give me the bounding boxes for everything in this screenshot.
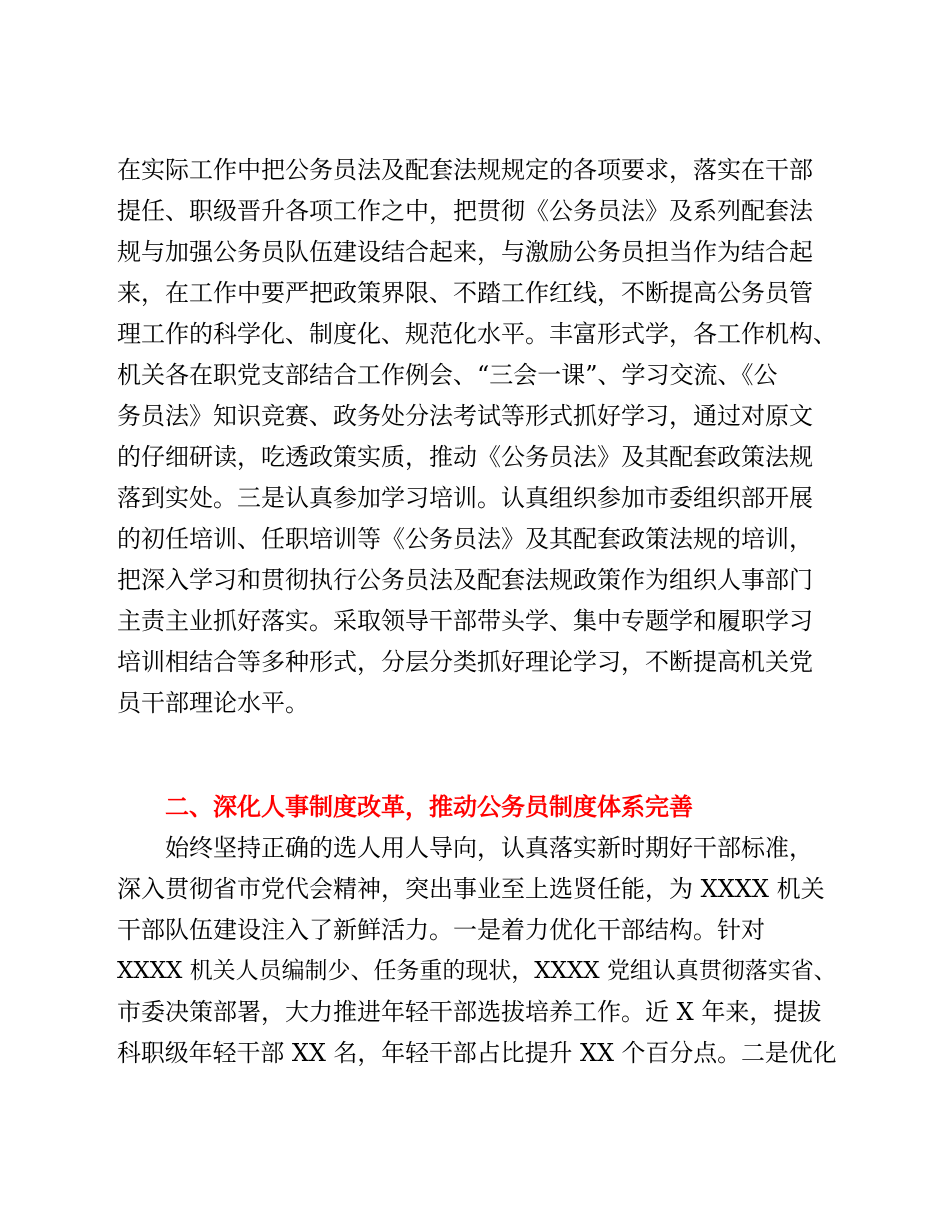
text-line: 始终坚持正确的选人用人导向，认真落实新时期好干部标准， (165, 834, 813, 862)
text-line: 深入贯彻省市党代会精神，突出事业至上选贤任能，为 XXXX 机关 (117, 875, 825, 903)
text-line: 来，在工作中要严把政策界限、不踏工作红线，不断提高公务员管 (117, 279, 813, 307)
text-line: 落到实处。三是认真参加学习培训。认真组织参加市委组织部开展 (117, 484, 813, 512)
section-heading: 二、深化人事制度改革，推动公务员制度体系完善 (165, 793, 693, 821)
text-line: 务员法》知识竞赛、政务处分法考试等形式抓好学习，通过对原文 (117, 402, 813, 430)
text-line: 的初任培训、任职培训等《公务员法》及其配套政策法规的培训， (117, 525, 813, 553)
text-line: 理工作的科学化、制度化、规范化水平。丰富形式学，各工作机构、 (117, 320, 837, 348)
text-line: 规与加强公务员队伍建设结合起来，与激励公务员担当作为结合起 (117, 238, 813, 266)
text-line: 员干部理论水平。 (117, 689, 309, 717)
text-line: 主责主业抓好落实。采取领导干部带头学、集中专题学和履职学习 (117, 607, 813, 635)
text-line: XXXX 机关人员编制少、任务重的现状，XXXX 党组认真贯彻落实省、 (117, 958, 837, 984)
text-line: 干部队伍建设注入了新鲜活力。一是着力优化干部结构。针对 (117, 916, 765, 944)
text-line: 提任、职级晋升各项工作之中，把贯彻《公务员法》及系列配套法 (117, 197, 813, 225)
text-line: 的仔细研读，吃透政策实质，推动《公务员法》及其配套政策法规 (117, 443, 813, 471)
text-line: 市委决策部署，大力推进年轻干部选拔培养工作。近 X 年来，提拔 (117, 998, 822, 1026)
text-line: 科职级年轻干部 XX 名，年轻干部占比提升 XX 个百分点。二是优化 (117, 1039, 837, 1067)
paragraph-section-2 (117, 828, 837, 1074)
text-line: 培训相结合等多种形式，分层分类抓好理论学习，不断提高机关党 (117, 648, 813, 676)
paragraph-continued (117, 150, 837, 724)
text-line: 机关各在职党支部结合工作例会、“三会一课”、学习交流、《公 (117, 361, 778, 389)
text-line: 在实际工作中把公务员法及配套法规规定的各项要求，落实在干部 (117, 156, 813, 184)
text-line: 把深入学习和贯彻执行公务员法及配套法规政策作为组织人事部门 (117, 566, 813, 594)
